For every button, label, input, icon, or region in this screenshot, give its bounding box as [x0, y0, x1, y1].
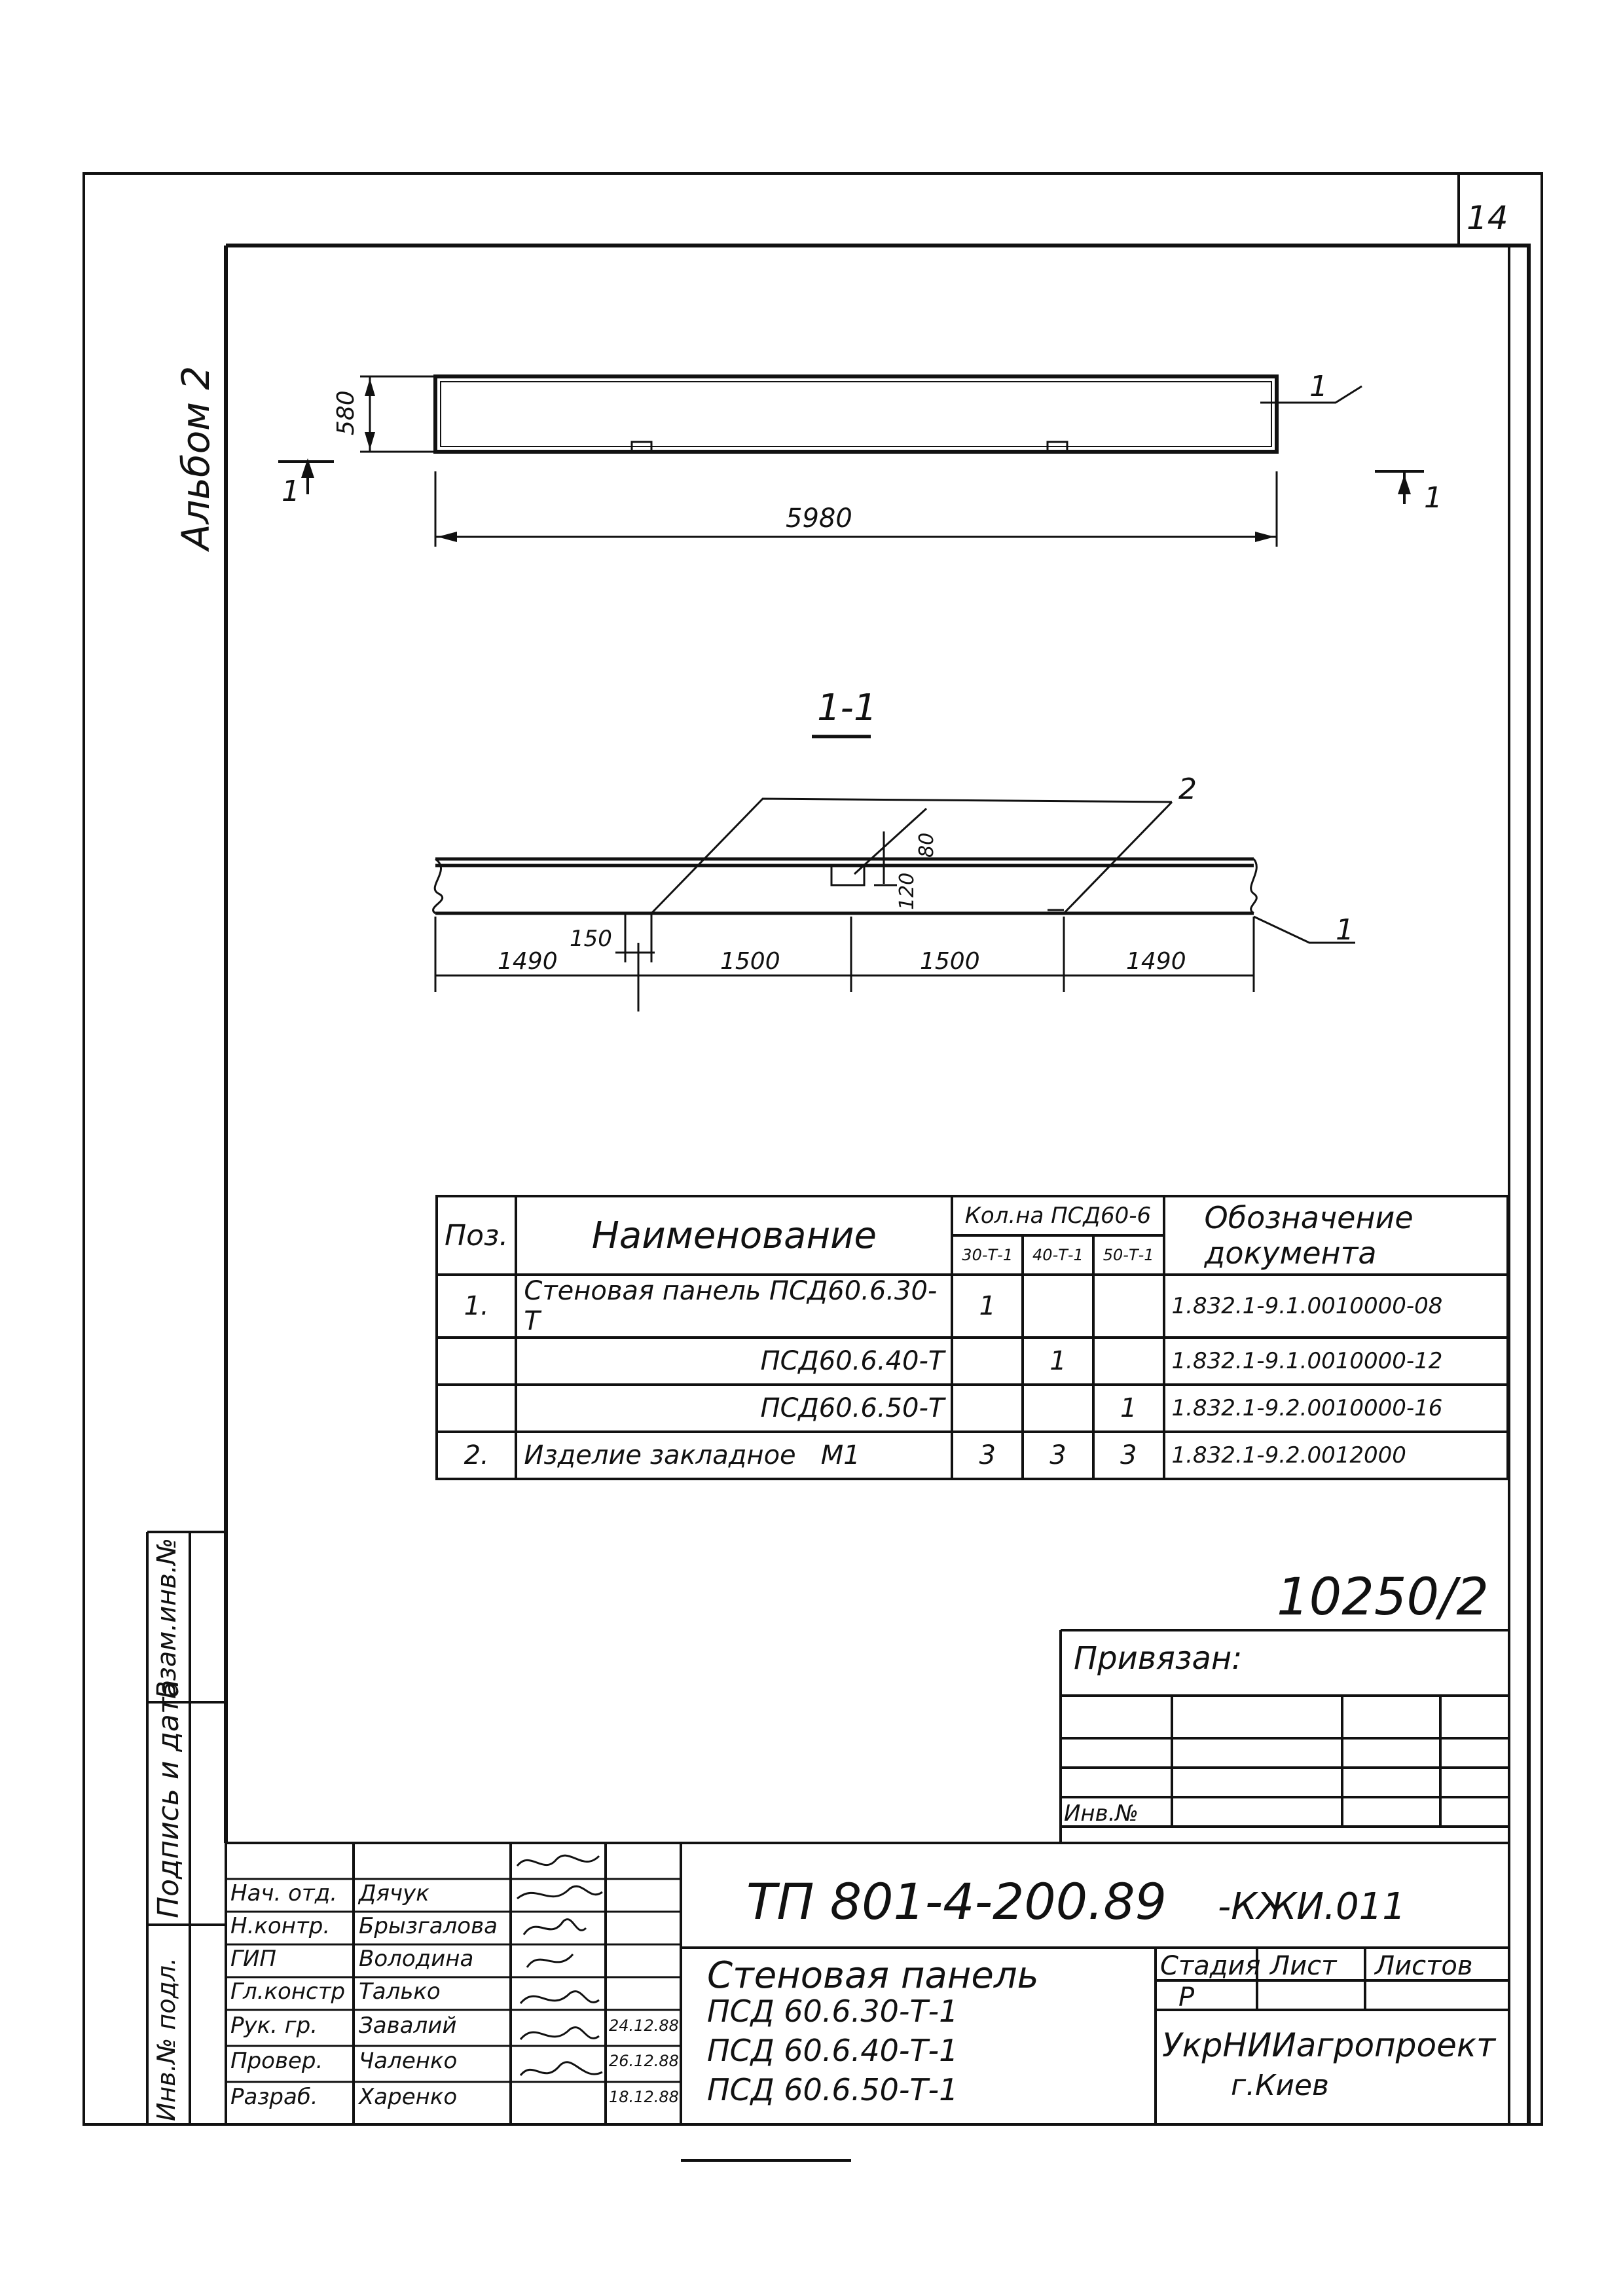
organization-name: УкрНИИагропроект — [1162, 2026, 1496, 2064]
header-qty-40: 40-Т-1 — [1023, 1235, 1093, 1275]
plan-length-dim: 5980 — [786, 503, 852, 534]
row-q2: 3 — [1023, 1432, 1093, 1479]
row-doc: 1.832.1-9.2.0010000-16 — [1164, 1385, 1508, 1432]
header-designation: Обозначение документа — [1164, 1196, 1508, 1275]
dim-80: 80 — [915, 832, 938, 858]
segment-dim-4: 1490 — [1126, 948, 1186, 975]
header-qty-30: 30-Т-1 — [952, 1235, 1023, 1275]
sheet-header: Лист — [1270, 1951, 1337, 1981]
signatures — [511, 1843, 606, 2124]
row-name: ПСД60.6.40-Т — [516, 1338, 952, 1385]
drawing-title-4: ПСД 60.6.50-Т-1 — [707, 2072, 958, 2107]
document-code-suffix: -КЖИ.011 — [1218, 1886, 1406, 1928]
archive-number: 10250/2 — [1277, 1568, 1489, 1627]
row-q3 — [1093, 1275, 1164, 1338]
binding-inv-label: Инв.№ — [1064, 1800, 1139, 1827]
table-row — [437, 1338, 1508, 1385]
row-name: ПСД60.6.50-Т — [516, 1385, 952, 1432]
spec-table — [435, 1195, 1509, 1480]
staff-date-5: 24.12.88 — [609, 2016, 679, 2035]
dim-120: 120 — [896, 872, 919, 910]
section-mark-right: 1 — [1424, 481, 1442, 515]
section-callout-2: 2 — [1178, 773, 1197, 806]
row-q2: 1 — [1023, 1338, 1093, 1385]
organization-city: г.Киев — [1231, 2069, 1329, 2102]
staff-date-6: 26.12.88 — [609, 2052, 679, 2070]
staff-name-3: Володина — [359, 1946, 474, 1972]
segment-dim-3: 1500 — [920, 948, 980, 975]
table-row — [437, 1275, 1508, 1338]
segment-dim-1: 1490 — [498, 948, 558, 975]
row-q1 — [952, 1338, 1023, 1385]
staff-name-4: Талько — [359, 1978, 441, 2005]
row-q3: 3 — [1093, 1432, 1164, 1479]
sheets-header: Листов — [1375, 1951, 1473, 1981]
drawing-title-1: Стеновая панель — [707, 1954, 1039, 1997]
row-doc: 1.832.1-9.1.0010000-08 — [1164, 1275, 1508, 1338]
row-q3: 1 — [1093, 1385, 1164, 1432]
drawing-title-3: ПСД 60.6.40-Т-1 — [707, 2033, 958, 2068]
staff-role-1: Нач. отд. — [230, 1880, 338, 1906]
sheet-number: 14 — [1467, 199, 1508, 237]
row-doc: 1.832.1-9.1.0010000-12 — [1164, 1338, 1508, 1385]
outer-frame — [84, 173, 1542, 2124]
row-pos — [437, 1385, 516, 1432]
staff-date-7: 18.12.88 — [609, 2088, 679, 2106]
dim-150: 150 — [570, 926, 612, 952]
staff-role-6: Провер. — [230, 2048, 323, 2074]
staff-role-4: Гл.констр — [230, 1978, 346, 2005]
staff-name-6: Чаленко — [359, 2048, 458, 2074]
row-q2 — [1023, 1275, 1093, 1338]
table-row — [437, 1432, 1508, 1479]
table-row — [437, 1385, 1508, 1432]
document-code: ТП 801-4-200.89 — [746, 1872, 1167, 1931]
row-pos: 2. — [437, 1432, 516, 1479]
header-pos: Поз. — [437, 1196, 516, 1275]
segment-dim-2: 1500 — [720, 948, 780, 975]
staff-role-5: Рук. гр. — [230, 2013, 318, 2039]
header-qty-50: 50-Т-1 — [1093, 1235, 1164, 1275]
strip-sign-date: Подпись и дата — [152, 1679, 185, 1918]
row-name: Изделие закладное М1 — [516, 1432, 952, 1479]
header-name: Наименование — [516, 1196, 952, 1275]
stage-header: Стадия — [1160, 1951, 1261, 1981]
row-pos — [437, 1338, 516, 1385]
drawing-title-2: ПСД 60.6.30-Т-1 — [707, 1994, 958, 2029]
row-q1 — [952, 1385, 1023, 1432]
header-qty: Кол.на ПСД60-6 — [952, 1196, 1163, 1235]
plan-height-dim: 580 — [333, 390, 359, 435]
row-q3 — [1093, 1338, 1164, 1385]
row-pos: 1. — [437, 1275, 516, 1338]
row-doc: 1.832.1-9.2.0012000 — [1164, 1432, 1508, 1479]
staff-role-3: ГИП — [230, 1946, 276, 1972]
row-q1: 1 — [952, 1275, 1023, 1338]
binding-label: Привязан: — [1074, 1640, 1243, 1677]
staff-name-7: Харенко — [359, 2084, 458, 2110]
staff-role-7: Разраб. — [230, 2084, 318, 2110]
album-label: Альбом 2 — [173, 365, 218, 550]
staff-name-1: Дячук — [359, 1880, 429, 1906]
staff-name-2: Брызгалова — [359, 1913, 498, 1939]
row-q2 — [1023, 1385, 1093, 1432]
strip-inv-orig: Инв.№ подл. — [152, 1957, 181, 2121]
staff-role-2: Н.контр. — [230, 1913, 331, 1939]
section-mark-left: 1 — [282, 475, 300, 508]
panel-plan — [435, 376, 1277, 452]
section-title: 1-1 — [817, 687, 877, 729]
plan-callout-1: 1 — [1309, 370, 1328, 403]
row-q1: 3 — [952, 1432, 1023, 1479]
row-name: Стеновая панель ПСД60.6.30-Т — [516, 1275, 952, 1338]
staff-name-5: Завалий — [359, 2013, 457, 2039]
strip-replace-inv: Взам.инв.№ — [152, 1537, 182, 1699]
section-callout-1: 1 — [1336, 913, 1354, 947]
stage-value: Р — [1178, 1982, 1195, 2013]
